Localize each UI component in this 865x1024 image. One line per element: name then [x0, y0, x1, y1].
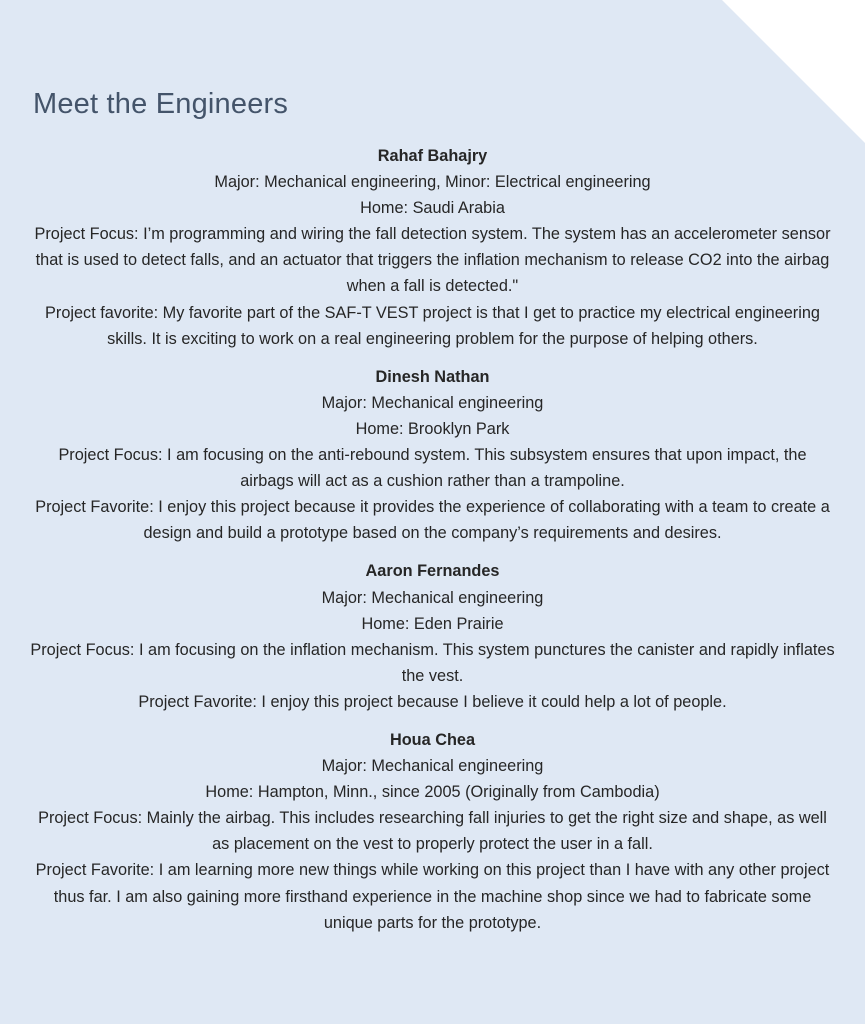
engineer-list — [30, 143, 835, 948]
engineer-major: Major: Mechanical engineering — [321, 393, 544, 412]
engineer-name: Dinesh Nathan — [375, 367, 490, 386]
engineer-project-favorite: Project Favorite: I am learning more new things while working on this project than I have with any other project thus far. I am also gaining more firsthand experience in the machine shop since we had to fabricate some unique parts for the prototype. — [35, 861, 830, 932]
engineer-major: Major: Mechanical engineering — [321, 588, 544, 607]
engineer-name: Aaron Fernandes — [365, 562, 500, 581]
engineer-home: Home: Eden Prairie — [361, 614, 504, 633]
engineer-profile — [30, 727, 835, 936]
engineer-project-focus: Project Focus: I am focusing on the anti-rebound system. This subsystem ensures that upon impact, the airbags will act as a cushion rather than a trampoline. — [58, 446, 807, 491]
engineer-major: Major: Mechanical engineering, Minor: Electrical engineering — [214, 173, 651, 192]
engineer-profile — [30, 143, 835, 352]
engineer-project-favorite: Project Favorite: I enjoy this project because I believe it could help a lot of people. — [138, 692, 727, 711]
engineer-name: Houa Chea — [389, 730, 476, 749]
engineer-home: Home: Hampton, Minn., since 2005 (Originally from Cambodia) — [205, 783, 660, 802]
engineer-project-favorite: Project favorite: My favorite part of the SAF-T VEST project is that I get to practice my electrical engineering skills. It is exciting to work on a real engineering problem for the purpose of helping others. — [45, 303, 820, 348]
engineer-project-favorite: Project Favorite: I enjoy this project because it provides the experience of collaborating with a team to create a design and build a prototype based on the company’s requirements and desires. — [35, 498, 830, 543]
page-title: Meet the Engineers — [33, 88, 289, 120]
engineer-major: Major: Mechanical engineering — [321, 757, 544, 776]
engineer-home: Home: Saudi Arabia — [360, 199, 505, 218]
engineer-name: Rahaf Bahajry — [377, 147, 488, 165]
engineer-profile — [30, 364, 835, 547]
engineer-project-focus: Project Focus: I am focusing on the inflation mechanism. This system punctures the canister and rapidly inflates the vest. — [30, 640, 835, 685]
engineer-home: Home: Brooklyn Park — [355, 419, 510, 438]
engineer-project-focus: Project Focus: Mainly the airbag. This includes researching fall injuries to get the right size and shape, as well as placement on the vest to properly protect the user in a fall. — [38, 809, 827, 854]
engineer-profile — [30, 558, 835, 715]
engineer-project-focus: Project Focus: I’m programming and wiring the fall detection system. The system has an accelerometer sensor that is used to detect falls, and an actuator that triggers the inflation mechanism to release CO2 into the airbag when a fall is detected." — [34, 225, 831, 296]
